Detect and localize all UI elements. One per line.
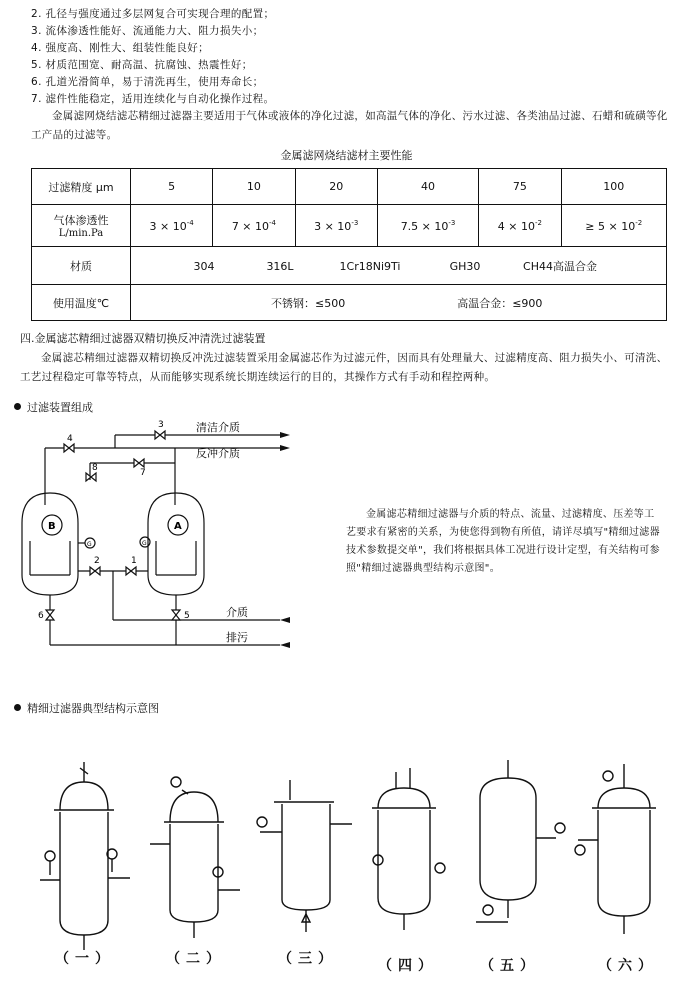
valve-4-label: 4 [67, 434, 73, 444]
intro-item-4: 4. 强度高、刚性大、组装性能良好； [31, 42, 210, 54]
precision-cell: 20 [295, 169, 377, 205]
material-1cr18ni9ti: 1Cr18Ni9Ti [339, 259, 401, 273]
structure-1-drawing [40, 762, 130, 950]
temperature-values [131, 285, 667, 321]
permeability-base: 3 × 10 [314, 219, 352, 233]
valve-2-label: 2 [94, 556, 100, 566]
intro-item-2: 2. 孔径与强度通过多层网复合可实现合理的配置； [31, 8, 275, 20]
tank-a-label: A [174, 521, 182, 532]
permeability-label-unit: L/min.Pa [58, 228, 104, 239]
precision-cell: 10 [213, 169, 295, 205]
drain-label: 排污 [226, 631, 248, 644]
intro-item-7: 7. 滤件性能稳定，适用连续化与自动化操作过程。 [31, 93, 275, 105]
caption-1: （一） [55, 951, 115, 967]
caption-4: （四） [378, 958, 438, 974]
table-row-material [32, 247, 667, 285]
performance-table [31, 168, 667, 321]
table-row-temperature [32, 285, 667, 321]
permeability-exp: -2 [534, 218, 542, 227]
structure-5-drawing [476, 760, 565, 922]
permeability-label-line1: 气体渗透性 [53, 214, 109, 227]
material-gh30: GH30 [449, 259, 481, 273]
caption-5: （五） [480, 958, 540, 974]
section4-paragraph: 金属滤芯精细过滤器双精切换反冲洗过滤装置采用金属滤芯作为过滤元件，因而具有处理量大、过滤精度高、阻力损失小、可清洗、工艺过程稳定可靠等特点，从而能够实现系统长期连续运行的目的，其操作方式有手动和程控两种。 [20, 352, 668, 383]
side-note: 金属滤芯精细过滤器与介质的特点、流量、过滤精度、压差等工艺要求有紧密的关系，为使您得到物有所值，请详尽填写"精细过滤器技术参数提交单"，我们将根据具体工况进行设计定型，有关结构可参照"精细过滤器典型结构示意图"。 [346, 509, 660, 574]
bullet-icon [14, 403, 21, 410]
structure-2-drawing [150, 777, 240, 938]
temperature-label: 使用温度℃ [32, 285, 131, 321]
material-values [131, 247, 667, 285]
temperature-alloy: 高温合金：≤900 [457, 296, 543, 310]
caption-3: （三） [278, 951, 338, 967]
clean-medium-label: 清洁介质 [196, 421, 240, 434]
caption-2: （二） [166, 951, 226, 967]
permeability-cell [561, 205, 667, 247]
permeability-base: ≥ 5 × 10 [585, 219, 636, 233]
structures-figure [0, 750, 693, 950]
assembly-heading-text: 过滤装置组成 [27, 401, 93, 414]
permeability-exp: -4 [269, 218, 277, 227]
temperature-stainless: 不锈钢：≤500 [271, 296, 346, 310]
material-316l: 316L [266, 259, 294, 273]
valve-8-label: 8 [92, 463, 98, 473]
permeability-exp: -4 [186, 218, 194, 227]
caption-6: （六） [598, 958, 658, 974]
precision-label: 过滤精度 μm [32, 169, 131, 205]
structure-heading [14, 700, 159, 716]
precision-cell: 40 [377, 169, 478, 205]
valve-6-label: 6 [38, 611, 44, 621]
permeability-base: 3 × 10 [149, 219, 187, 233]
gauge-a-label: G [142, 540, 147, 547]
filtration-schematic [0, 415, 300, 665]
material-label: 材质 [32, 247, 131, 285]
permeability-exp: -3 [448, 218, 456, 227]
permeability-label [32, 205, 131, 247]
material-304: 304 [193, 259, 215, 273]
precision-cell: 75 [479, 169, 561, 205]
section4-heading: 四.金属滤芯精细过滤器双精切换反冲清洗过滤装置 [20, 332, 266, 345]
structure-3-drawing [257, 780, 383, 932]
intro-item-5: 5. 材质范围宽、耐高温、抗腐蚀、热震性好； [31, 59, 253, 71]
valve-7-label: 7 [140, 468, 146, 478]
table-row-precision [32, 169, 667, 205]
permeability-cell [131, 205, 213, 247]
precision-cell: 100 [561, 169, 667, 205]
valve-1-label: 1 [131, 556, 137, 566]
intro-paragraph: 金属滤网烧结滤芯精细过滤器主要适用于气体或液体的净化过滤，如高温气体的净化、污水过滤、各类油品过滤、石蜡和硫磺等化工产品的过滤等。 [31, 110, 668, 141]
structure-6-drawing [575, 764, 656, 934]
permeability-base: 4 × 10 [497, 219, 535, 233]
gauge-b-label: G [87, 541, 92, 548]
medium-label: 介质 [226, 606, 248, 619]
table-row-permeability [32, 205, 667, 247]
material-ch44: CH44高温合金 [523, 259, 597, 273]
valve-3-label: 3 [158, 420, 164, 430]
assembly-heading [14, 399, 93, 415]
permeability-exp: -3 [351, 218, 359, 227]
permeability-base: 7 × 10 [231, 219, 270, 233]
permeability-cell [377, 205, 478, 247]
permeability-cell [295, 205, 377, 247]
tank-b-label: B [48, 521, 56, 532]
backflush-medium-label: 反冲介质 [196, 447, 240, 460]
structure-4-drawing [372, 768, 445, 930]
intro-item-6: 6. 孔道光滑简单，易于清洗再生，使用寿命长； [31, 76, 264, 88]
permeability-base: 7.5 × 10 [400, 219, 449, 233]
valve-5-label: 5 [184, 611, 190, 621]
permeability-cell [479, 205, 561, 247]
structure-heading-text: 精细过滤器典型结构示意图 [27, 702, 159, 715]
bullet-icon [14, 704, 21, 711]
permeability-exp: -2 [635, 218, 643, 227]
permeability-cell [213, 205, 295, 247]
precision-cell: 5 [131, 169, 213, 205]
intro-item-3: 3. 流体渗透性能好、流通能力大、阻力损失小； [31, 25, 264, 37]
table-title: 金属滤网烧结滤材主要性能 [280, 149, 413, 162]
